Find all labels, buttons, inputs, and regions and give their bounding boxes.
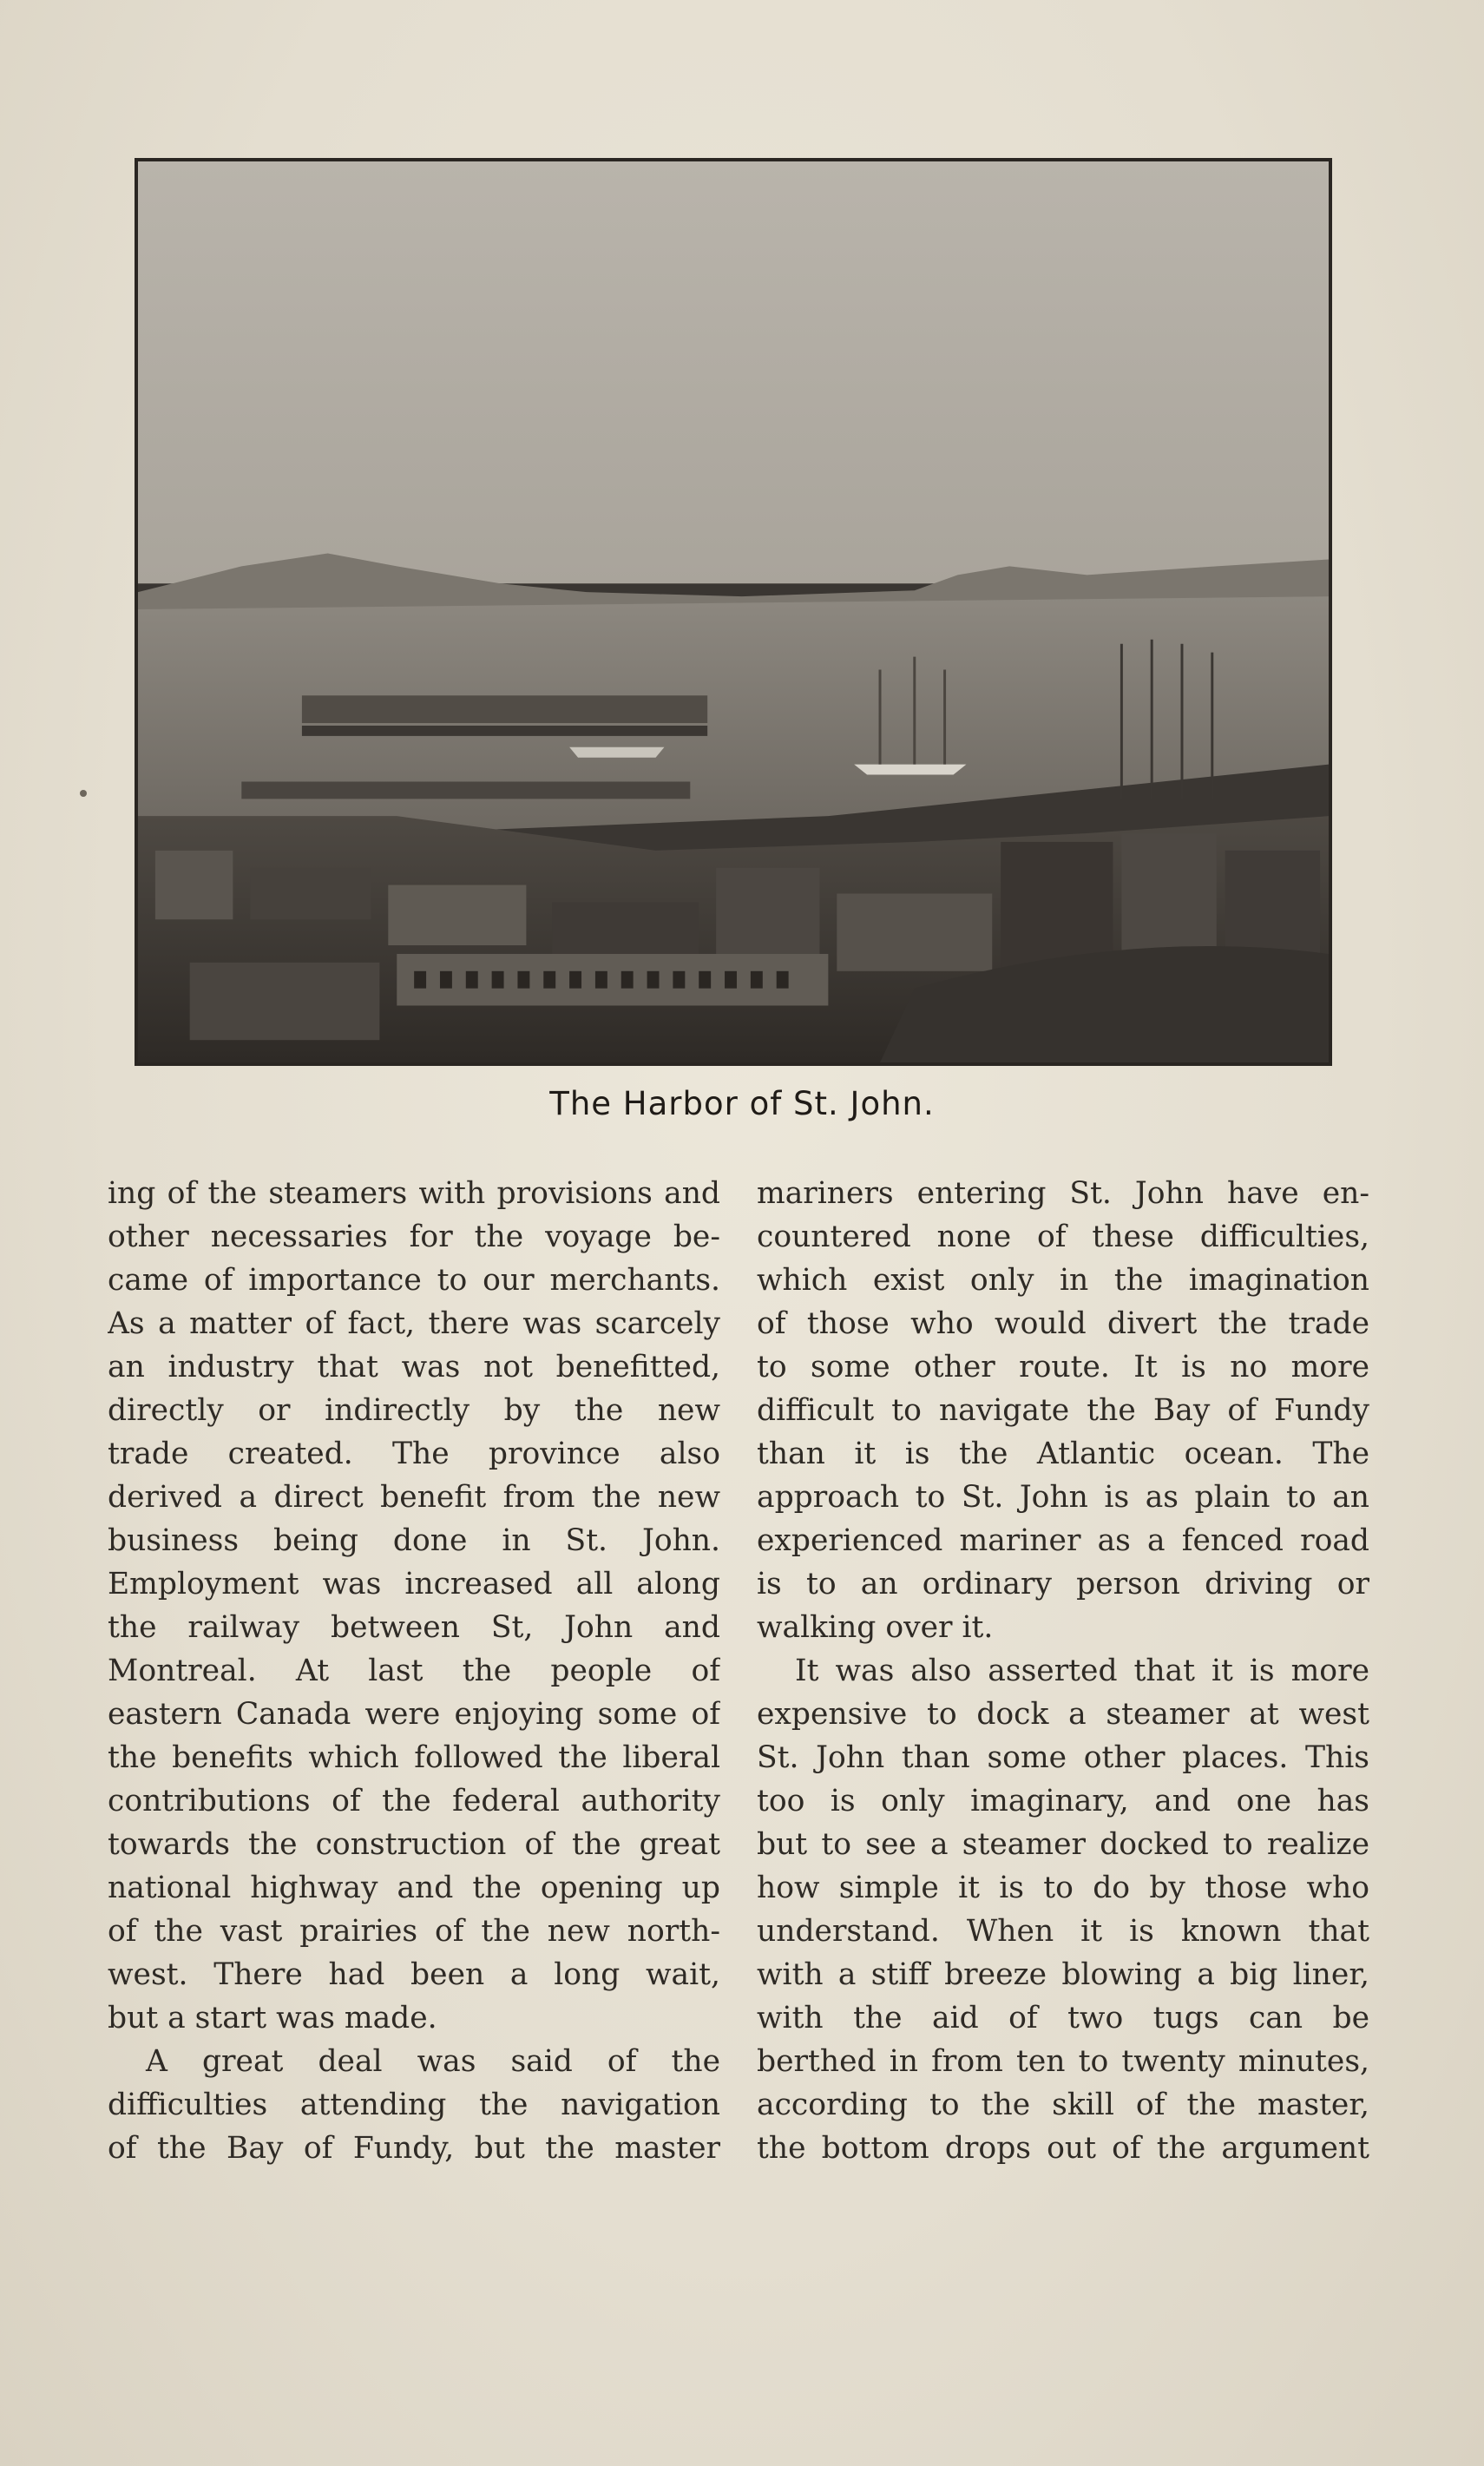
text-line: ing of the steamers with provisions and <box>108 1176 720 1211</box>
text-line: according to the skill of the master, <box>757 2088 1369 2122</box>
text-line: too is only imaginary, and one has <box>757 1784 1369 1818</box>
text-line: derived a direct benefit from the new <box>108 1480 720 1515</box>
text-line: how simple it is to do by those who <box>757 1871 1369 1905</box>
photo-caption: The Harbor of St. John. <box>549 1085 935 1122</box>
text-line: other necessaries for the voyage be- <box>108 1220 720 1254</box>
text-line: towards the construction of the great <box>108 1827 720 1862</box>
harbor-photo-illustration <box>138 161 1329 1062</box>
text-line: is to an ordinary person driving or <box>757 1567 1369 1601</box>
text-line: directly or indirectly by the new <box>108 1393 720 1428</box>
text-line: mariners entering St. John have en- <box>757 1176 1369 1211</box>
text-line: experienced mariner as a fenced road <box>757 1523 1369 1558</box>
text-line: west. There had been a long wait, <box>108 1957 720 1992</box>
text-line: which exist only in the imagination <box>757 1263 1369 1298</box>
text-line: than it is the Atlantic ocean. The <box>757 1437 1369 1471</box>
text-line: difficult to navigate the Bay of Fundy <box>757 1393 1369 1428</box>
text-line: business being done in St. John. <box>108 1523 720 1558</box>
text-line: the benefits which followed the liberal <box>108 1740 720 1775</box>
text-line: expensive to dock a steamer at west <box>757 1697 1369 1732</box>
text-line: It was also asserted that it is more <box>795 1654 1369 1688</box>
text-line: of those who would divert the trade <box>757 1306 1369 1341</box>
text-line: contributions of the federal authority <box>108 1784 720 1818</box>
text-line: approach to St. John is as plain to an <box>757 1480 1369 1515</box>
text-line: St. John than some other places. This <box>757 1740 1369 1775</box>
text-line: Employment was increased all along <box>108 1567 720 1601</box>
text-line: to some other route. It is no more <box>757 1350 1369 1384</box>
text-line: countered none of these difficulties, <box>757 1220 1369 1254</box>
text-line: with the aid of two tugs can be <box>757 2001 1369 2035</box>
text-line: trade created. The province also <box>108 1437 720 1471</box>
text-line: eastern Canada were enjoying some of <box>108 1697 720 1732</box>
text-line: walking over it. <box>757 1610 994 1645</box>
text-line: berthed in from ten to twenty minutes, <box>757 2044 1369 2079</box>
text-line: an industry that was not benefitted, <box>108 1350 720 1384</box>
text-line: Montreal. At last the people of <box>108 1654 720 1688</box>
text-line: difficulties attending the navigation <box>108 2088 720 2122</box>
text-column-right <box>757 1172 1369 2170</box>
text-line: but a start was made. <box>108 2001 437 2035</box>
text-line: the bottom drops out of the argument <box>757 2131 1369 2166</box>
text-line: of the Bay of Fundy, but the master <box>108 2131 720 2166</box>
harbor-photograph <box>135 158 1332 1066</box>
text-line: but to see a steamer docked to realize <box>757 1827 1369 1862</box>
text-line: of the vast prairies of the new north- <box>108 1914 720 1949</box>
text-line: national highway and the opening up <box>108 1871 720 1905</box>
text-line: A great deal was said of the <box>146 2044 720 2079</box>
page-speck <box>80 790 87 797</box>
text-column-left <box>108 1172 720 2170</box>
text-line: came of importance to our merchants. <box>108 1263 720 1298</box>
text-line: the railway between St, John and <box>108 1610 720 1645</box>
text-line: with a stiff breeze blowing a big liner, <box>757 1957 1369 1992</box>
text-line: understand. When it is known that <box>757 1914 1369 1949</box>
text-line: As a matter of fact, there was scarcely <box>108 1306 720 1341</box>
